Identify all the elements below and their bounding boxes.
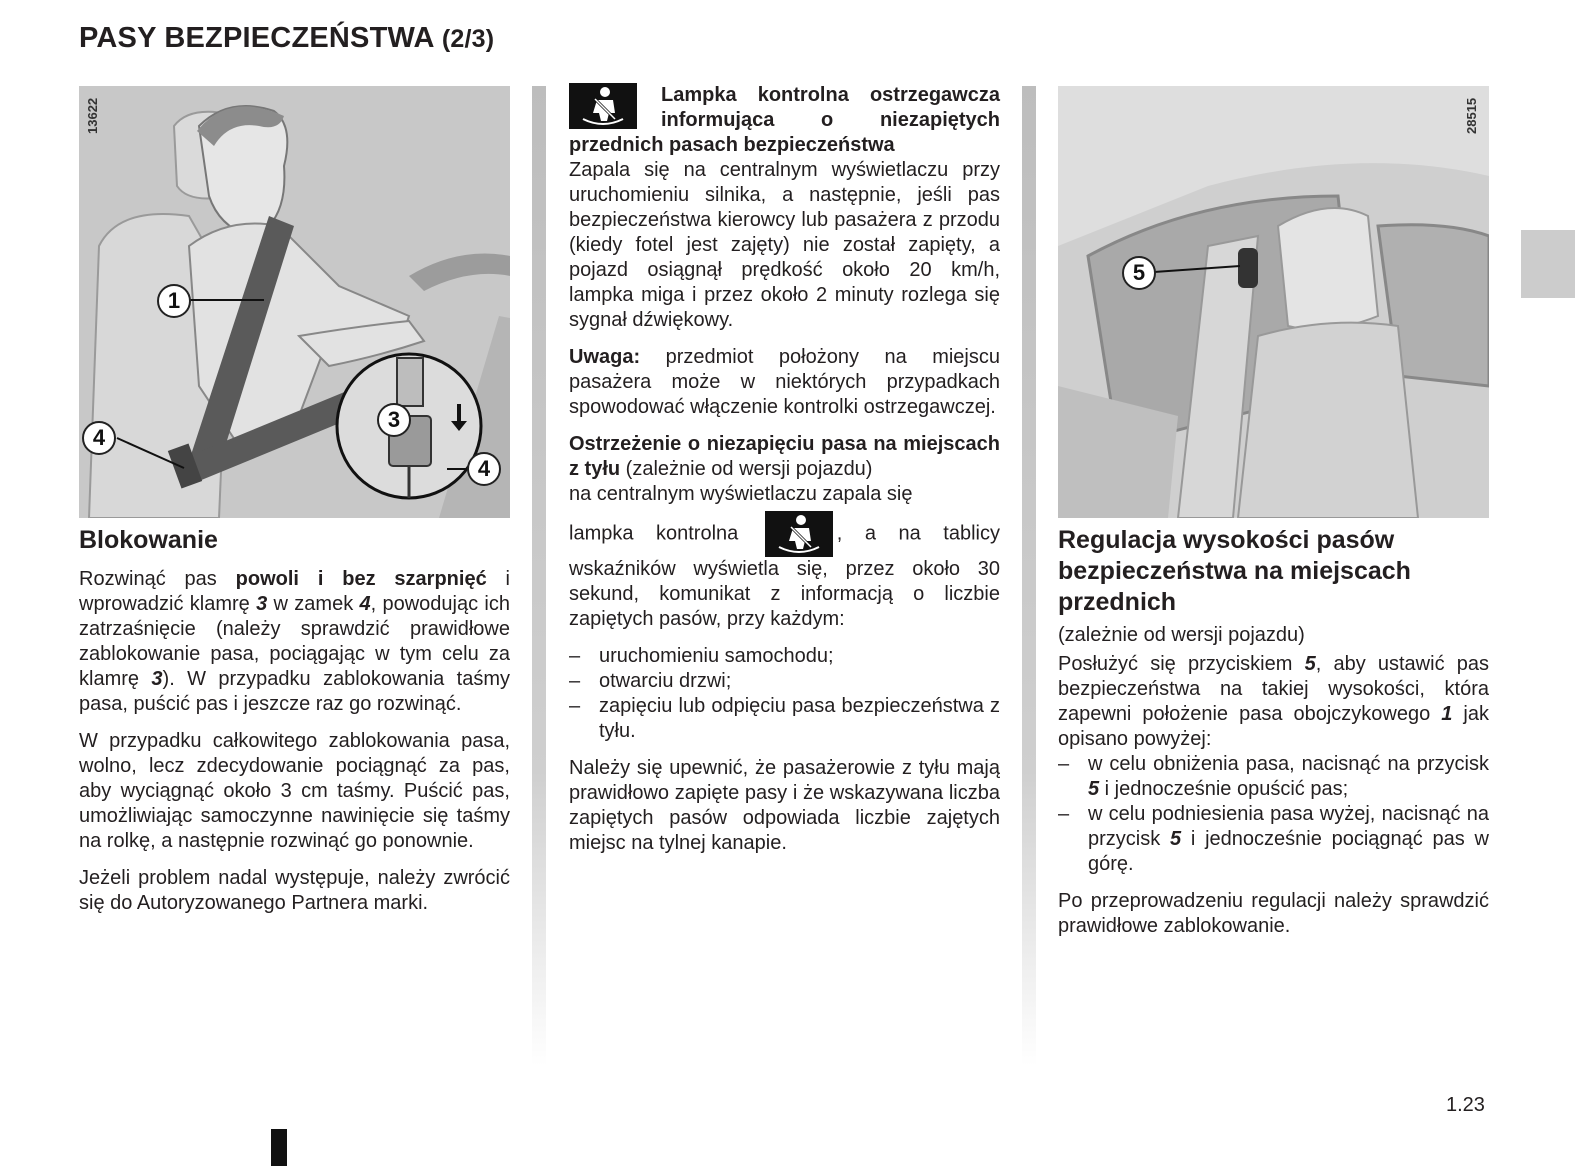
callout-1: 1 — [157, 284, 191, 318]
adjust-list — [1058, 752, 1489, 877]
print-mark — [271, 1129, 287, 1166]
list-item: – w celu podniesienia pasa wyżej, nacisnąć na przycisk 5 i jednocześnie pociągnąć pas w górę. — [1058, 802, 1489, 877]
callout-4-left: 4 — [82, 421, 116, 455]
title-main: PASY BEZPIECZEŃSTWA — [79, 22, 434, 54]
callout-3: 3 — [377, 403, 411, 437]
callout-4-inset: 4 — [467, 452, 501, 486]
seatbelt-illustration — [79, 86, 510, 518]
seatbelt-warning-icon — [569, 83, 637, 129]
figure-number: 28515 — [1464, 97, 1479, 134]
paragraph-blokowanie-2: W przypadku całkowitego zablokowania pasa, wolno, lecz zdecydowanie pociągnąć za pas, aby wyciągnąć około 3 cm taśmy. Puścić pas, umożliwiając samoczynne nawinięcie się taśmy na rolkę, a następnie rozwinąć go ponownie. — [79, 730, 510, 852]
section-subheading: (zależnie od wersji pojazdu) — [1058, 624, 1305, 646]
title-part: (2/3) — [441, 25, 495, 53]
list-item: – otwarciu drzwi; — [569, 669, 1000, 694]
list-item: – zapięciu lub odpięciu pasa bezpieczeństwa z tyłu. — [569, 694, 1000, 744]
paragraph-blokowanie-3: Jeżeli problem nadal występuje, należy zwrócić się do Autoryzowanego Partnera marki. — [79, 867, 510, 914]
paragraph-blokowanie-1: Rozwinąć pas powoli i bez szarpnięć i wprowadzić klamrę 3 w zamek 4, powodując ich zatrzaśnięcie (należy sprawdzić prawidłowe zablokowanie pasa, pociągając w tym celu za klamrę 3). W przypadku zablokowania taśmy pasa, puścić pas i jeszcze raz go rozwinąć. — [79, 568, 510, 715]
paragraph-regulacja-1: Posłużyć się przyciskiem 5, aby ustawić pas bezpieczeństwa na takiej wysokości, która zapewni położenie pasa obojczykowego 1 jak opisano powyżej: — [1058, 653, 1489, 750]
rear-lamp-paragraph: lampka kontrolna , a na tablicy wskaźników wyświetla się, przez około 30 sekund, komunikat z informacją o liczbie zapiętych pasów, przy każdym: — [569, 511, 1000, 632]
paragraph-regulacja-2: Po przeprowadzeniu regulacji należy sprawdzić prawidłowe zablokowanie. — [1058, 890, 1489, 937]
figure-belt-height-adjuster — [1058, 86, 1489, 518]
figure-seatbelt-fastening — [79, 86, 510, 518]
warning-block — [569, 83, 1000, 333]
page-number: 1.23 — [1446, 1094, 1485, 1116]
note-paragraph: Uwaga: przedmiot położony na miejscu pasażera może w niektórych przypadkach spowodować włączenie kontrolki ostrzegawczej. — [569, 346, 1000, 418]
final-paragraph: Należy się upewnić, że pasażerowie z tyłu mają prawidłowo zapięte pasy i że wskazywana liczba zapiętych pasów odpowiada liczbie zajętych miejsc na tylnej kanapie. — [569, 757, 1000, 854]
list-item: – uruchomieniu samochodu; — [569, 644, 1000, 669]
section-heading-regulacja: Regulacja wysokości pasów bezpieczeństwa na miejscach przednich (zależnie od wersji pojazdu) — [1058, 526, 1411, 646]
callout-5: 5 — [1122, 256, 1156, 290]
rear-warning-list — [569, 644, 1000, 744]
chapter-tab — [1521, 230, 1575, 298]
car-interior-illustration — [1058, 86, 1489, 518]
section-heading-blokowanie: Blokowanie — [79, 526, 218, 554]
page-title — [79, 22, 494, 55]
figure-number: 13622 — [85, 97, 100, 134]
list-item: – w celu obniżenia pasa, nacisnąć na przycisk 5 i jednocześnie opuścić pas; — [1058, 752, 1489, 802]
column-separator-2 — [1022, 86, 1036, 1066]
warning-text: Zapala się na centralnym wyświetlaczu przy uruchomieniu silnika, a następnie, jeśli pas bezpieczeństwa kierowcy lub pasażera z przodu (kiedy fotel jest zajęty) nie został zapięty, a pojazd osiągnął prędkość około 20 km/h, lampka miga i przez około 2 minuty rozlega się sygnał dźwiękowy. — [569, 159, 1000, 331]
rear-warning-paragraph: Ostrzeżenie o niezapięciu pasa na miejscach z tyłu (zależnie od wersji pojazdu) na centralnym wyświetlaczu zapala się — [569, 433, 1000, 505]
seatbelt-warning-icon-inline — [765, 511, 833, 557]
warning-heading: Lampka kontrolna ostrzegawcza informująca o niezapiętych przednich pasach bezpieczeństwa — [569, 84, 1000, 156]
column-separator-1 — [532, 86, 546, 1066]
